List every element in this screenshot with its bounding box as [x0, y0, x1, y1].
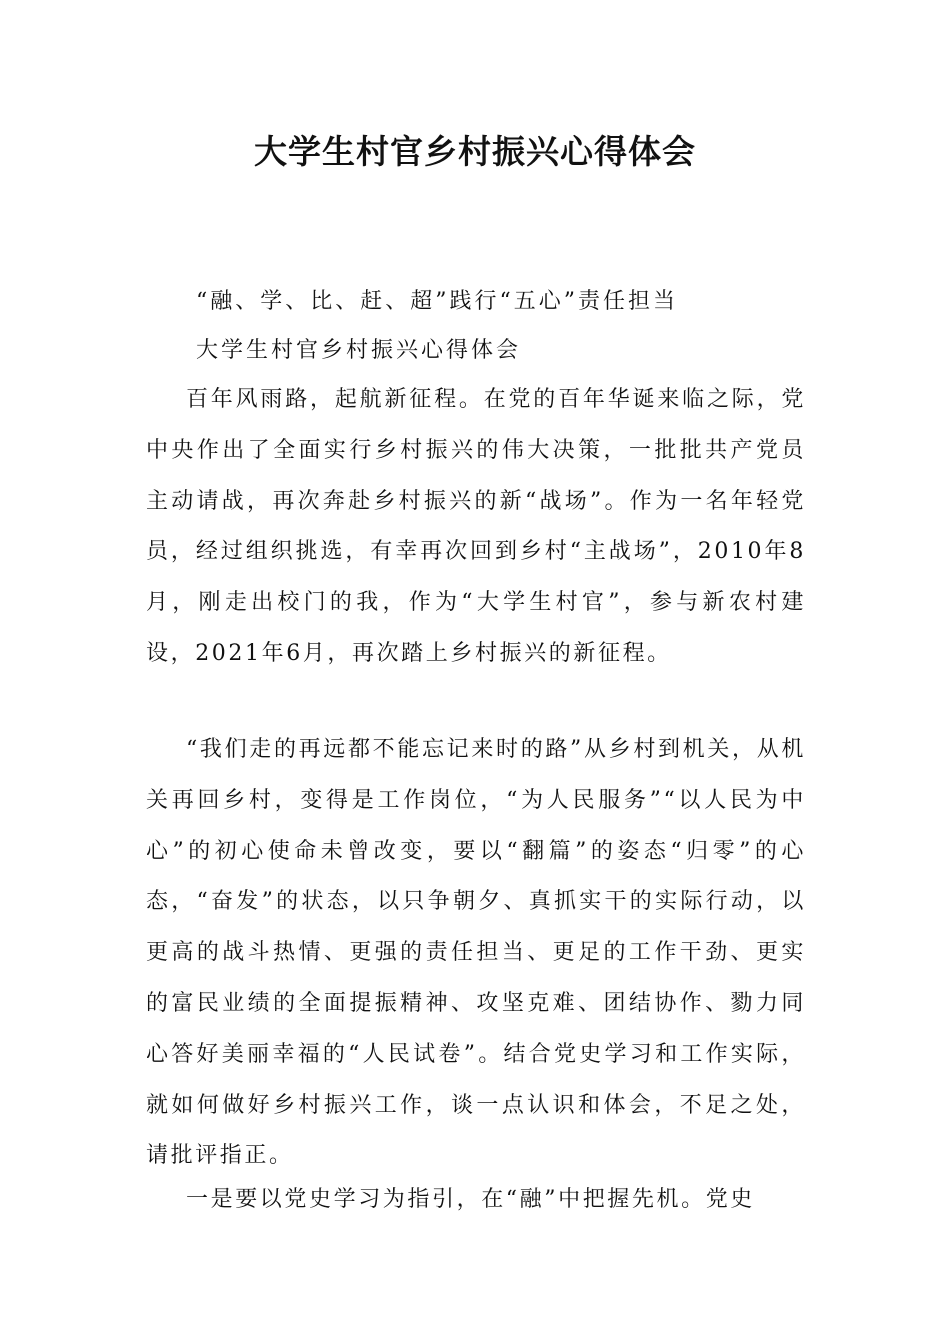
subtitle-line-1: “融、学、比、赶、超”践行“五心”责任担当 [196, 289, 678, 314]
subtitle-line-2: 大学生村官乡村振兴心得体会 [196, 338, 522, 363]
paragraph-1: 百年风雨路，起航新征程。在党的百年华诞来临之际，党中央作出了全面实行乡村振兴的伟大决策，一批批共产党员主动请战，再次奔赴乡村振兴的新“战场”。作为一名年轻党员，经过组织挑选，有幸再次回到乡村“主战场”，2010年8月，刚走出校门的我，作为“大学生村官”，参与新农村建设，2021年6月，再次踏上乡村振兴的新征程。 [146, 387, 806, 666]
paragraph-2: “我们走的再远都不能忘记来时的路”从乡村到机关，从机关再回乡村，变得是工作岗位，“为人民服务”“以人民为中心”的初心使命未曾改变，要以“翻篇”的姿态“归零”的心态，“奋发”的状态，以只争朝夕、真抓实干的实际行动，以更高的战斗热情、更强的责任担当、更足的工作干劲、更实的富民业绩的全面提振精神、攻坚克难、团结协作、勠力同心答好美丽幸福的“人民试卷”。结合党史学习和工作实际，就如何做好乡村振兴工作，谈一点认识和体会，不足之处，请批评指正。 [146, 737, 806, 1169]
document-title: 大学生村官乡村振兴心得体会 [254, 132, 696, 171]
paragraph-3: 一是要以党史学习为指引，在“融”中把握先机。党史 [186, 1187, 755, 1212]
